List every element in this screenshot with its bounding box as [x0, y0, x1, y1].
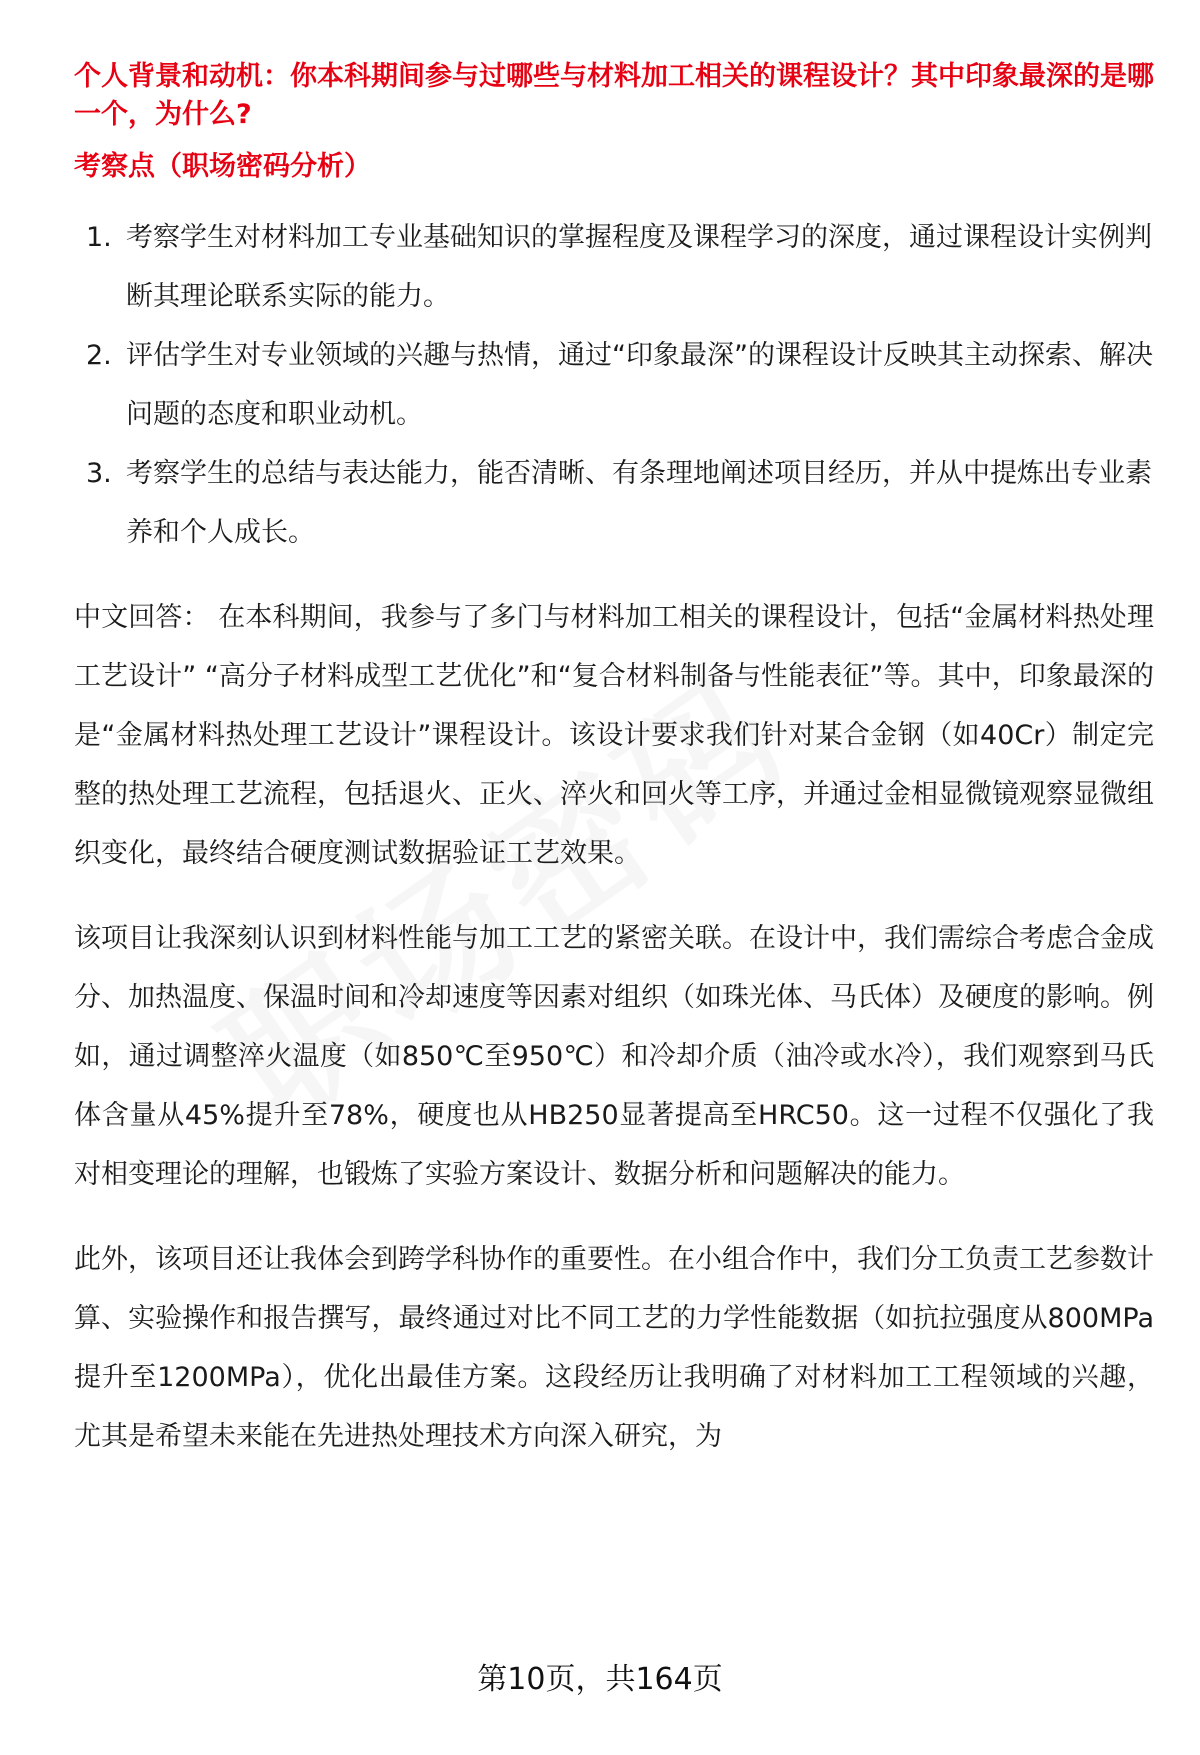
assessment-points-list [74, 208, 1154, 562]
list-item-text: 评估学生对专业领域的兴趣与热情，通过“印象最深”的课程设计反映其主动探索、解决问题的态度和职业动机。 [126, 340, 1153, 430]
list-item [74, 208, 1154, 326]
answer-paragraph: 中文回答： 在本科期间，我参与了多门与材料加工相关的课程设计，包括“金属材料热处理工艺设计” “高分子材料成型工艺优化”和“复合材料制备与性能表征”等。其中，印象最深的是“金属材料热处理工艺设计”课程设计。该设计要求我们针对某合金钢（如40Cr）制定完整的热处理工艺流程，包括退火、正火、淬火和回火等工序，并通过金相显微镜观察显微组织变化，最终结合硬度测试数据验证工艺效果。 [74, 602, 1154, 869]
list-item-number: 2. [86, 340, 112, 371]
section-title: 考察点（职场密码分析） [74, 151, 371, 182]
list-item-text: 考察学生对材料加工专业基础知识的掌握程度及课程学习的深度，通过课程设计实例判断其理论联系实际的能力。 [126, 222, 1152, 312]
answer-paragraph: 该项目让我深刻认识到材料性能与加工工艺的紧密关联。在设计中，我们需综合考虑合金成分、加热温度、保温时间和冷却速度等因素对组织（如珠光体、马氏体）及硬度的影响。例如，通过调整淬火温度（如850℃至950℃）和冷却介质（油冷或水冷），我们观察到马氏体含量从45%提升至78%，硬度也从HB250显著提高至HRC50。这一过程不仅强化了我对相变理论的理解，也锻炼了实验方案设计、数据分析和问题解决的能力。 [74, 923, 1154, 1190]
question-heading: 个人背景和动机：你本科期间参与过哪些与材料加工相关的课程设计？其中印象最深的是哪一个，为什么? [74, 61, 1154, 130]
list-item-number: 3. [86, 458, 112, 489]
answer-paragraph: 此外，该项目还让我体会到跨学科协作的重要性。在小组合作中，我们分工负责工艺参数计算、实验操作和报告撰写，最终通过对比不同工艺的力学性能数据（如抗拉强度从800MPa提升至1200MPa），优化出最佳方案。这段经历让我明确了对材料加工工程领域的兴趣，尤其是希望未来能在先进热处理技术方向深入研究，为 [74, 1244, 1154, 1452]
page-number-footer: 第10页，共164页 [477, 1662, 723, 1697]
list-item [74, 326, 1154, 444]
list-item [74, 444, 1154, 562]
list-item-text: 考察学生的总结与表达能力，能否清晰、有条理地阐述项目经历，并从中提炼出专业素养和个人成长。 [126, 458, 1152, 548]
document-content [74, 58, 1154, 1492]
list-item-number: 1. [86, 222, 112, 253]
